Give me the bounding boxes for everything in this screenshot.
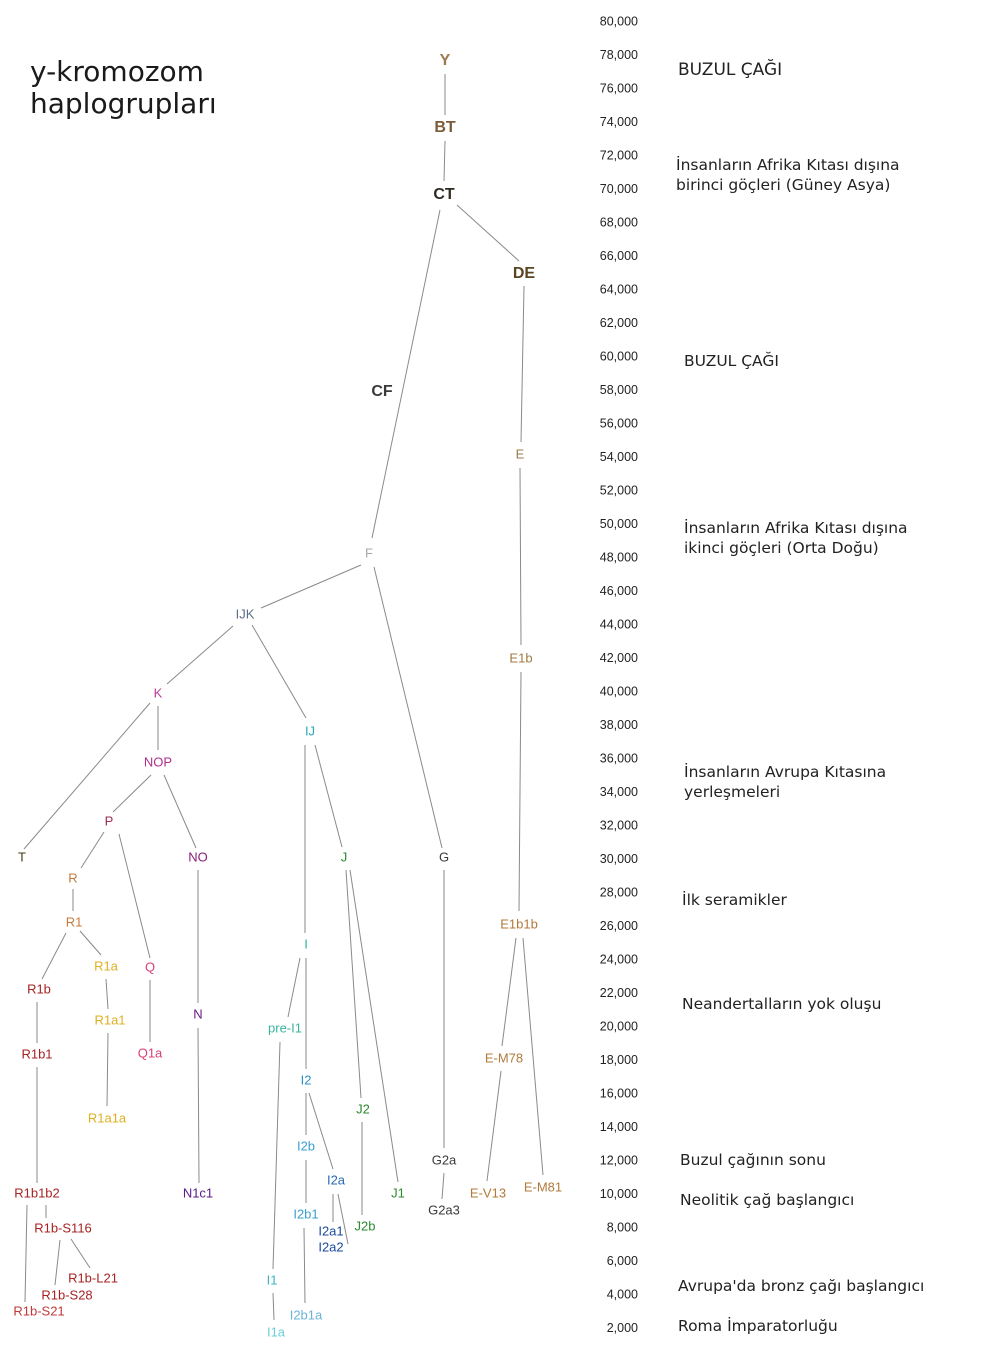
time-tick-label: 52,000 (599, 483, 638, 498)
time-tick-label: 40,000 (599, 684, 638, 699)
tree-edge (374, 567, 442, 848)
time-axis (600, 14, 638, 1335)
haplogroup-node-j2: J2 (356, 1101, 370, 1117)
haplogroup-node-j: J (340, 849, 348, 865)
tree-edge (25, 1205, 27, 1302)
tree-edge (372, 210, 440, 538)
haplogroup-node-k: K (153, 685, 163, 701)
haplogroup-node-ct: CT (433, 186, 455, 204)
event-neanderthal-extinction: Neandertalların yok oluşu (682, 995, 882, 1013)
tree-edge (309, 1093, 333, 1169)
haplogroup-node-t: T (18, 849, 26, 865)
event-europe-settlement: İnsanların Avrupa Kıtasına yerleşmeleri (684, 763, 887, 801)
time-tick-label: 30,000 (599, 851, 638, 866)
haplogroup-node-r1: R1 (65, 914, 83, 930)
time-tick-label: 34,000 (599, 784, 638, 799)
time-tick-label: 62,000 (599, 315, 638, 330)
time-tick-label: 32,000 (599, 818, 638, 833)
haplogroup-node-e-m81: E-M81 (523, 1179, 563, 1195)
haplogroup-node-j2b: J2b (354, 1218, 376, 1234)
haplogroup-node-de: DE (512, 265, 536, 283)
haplogroup-node-r1b-l21: R1b-L21 (68, 1270, 118, 1286)
haplogroup-node-r1a1a: R1a1a (87, 1110, 127, 1126)
haplogroup-node-g2a3: G2a3 (428, 1202, 460, 1218)
haplogroup-node-p: P (104, 813, 114, 829)
time-tick-label: 16,000 (599, 1086, 638, 1101)
haplogroup-node-r1b-s116: R1b-S116 (34, 1220, 92, 1236)
haplogroup-node-i2b1: I2b1 (293, 1206, 319, 1222)
haplogroup-node-n: N (193, 1006, 203, 1022)
time-tick-label: 38,000 (599, 717, 638, 732)
tree-edge (350, 870, 398, 1182)
tree-edge (523, 938, 543, 1175)
title-line-1: y-kromozom (30, 55, 204, 88)
tree-edge (288, 958, 300, 1017)
haplogroup-node-e-m78: E-M78 (484, 1050, 524, 1066)
event-ice-age-2: BUZUL ÇAĞI (684, 352, 779, 370)
haplogroup-node-i2a1: I2a1 (318, 1223, 344, 1239)
time-tick-label: 6,000 (606, 1253, 638, 1268)
event-bronze-age-start: Avrupa'da bronz çağı başlangıcı (678, 1277, 925, 1295)
tree-edge (107, 1033, 108, 1106)
tree-edge (167, 626, 233, 684)
tree-edge (198, 1028, 199, 1183)
tree-edge (24, 703, 150, 849)
haplogroup-node-i1a: I1a (266, 1324, 286, 1340)
time-tick-label: 44,000 (599, 617, 638, 632)
haplogroup-node-e-v13: E-V13 (469, 1185, 507, 1201)
time-tick-label: 58,000 (599, 382, 638, 397)
tree-edge (164, 775, 196, 848)
time-tick-label: 26,000 (599, 918, 638, 933)
haplogroup-node-y: Y (439, 52, 451, 70)
time-tick-label: 64,000 (599, 282, 638, 297)
time-tick-label: 24,000 (599, 952, 638, 967)
haplogroup-node-bt: BT (434, 119, 456, 137)
event-annotations (676, 58, 924, 1335)
time-tick-label: 42,000 (599, 650, 638, 665)
time-tick-label: 36,000 (599, 751, 638, 766)
tree-edge (273, 1293, 274, 1320)
haplogroup-node-r: R (68, 870, 78, 886)
tree-edge (346, 870, 361, 1098)
haplogroup-node-q: Q (144, 959, 156, 975)
haplogroup-node-r1b-s28: R1b-S28 (41, 1287, 93, 1303)
time-tick-label: 10,000 (599, 1186, 638, 1201)
haplogroup-node-e: E (515, 446, 525, 462)
tree-edge (71, 1239, 90, 1268)
haplogroup-node-g2a: G2a (431, 1152, 457, 1168)
time-tick-label: 66,000 (599, 248, 638, 263)
time-tick-label: 72,000 (599, 148, 638, 163)
haplogroup-node-r1b1: R1b1 (21, 1046, 53, 1062)
tree-edge (42, 933, 66, 979)
haplogroup-node-n1c1: N1c1 (182, 1185, 214, 1201)
event-ice-age-1: BUZUL ÇAĞI (678, 60, 783, 80)
time-tick-label: 70,000 (599, 181, 638, 196)
haplogroup-node-pre-i1: pre-I1 (268, 1020, 302, 1036)
tree-edge (113, 775, 151, 812)
tree-edge (252, 625, 306, 718)
time-tick-label: 46,000 (599, 583, 638, 598)
time-tick-label: 48,000 (599, 550, 638, 565)
time-tick-label: 80,000 (599, 14, 638, 29)
event-neolithic-start: Neolitik çağ başlangıcı (680, 1191, 855, 1209)
event-first-migration: İnsanların Afrika Kıtası dışına birinci göçleri (Güney Asya) (676, 156, 900, 194)
title-line-2: haplogrupları (30, 87, 217, 120)
tree-nodes (13, 52, 562, 1339)
time-tick-label: 8,000 (606, 1220, 638, 1235)
event-ice-age-end: Buzul çağının sonu (680, 1151, 826, 1169)
haplogroup-node-i2a: I2a (326, 1172, 346, 1188)
tree-edge (457, 205, 519, 261)
haplogroup-node-i2b1a: I2b1a (289, 1307, 323, 1323)
tree-edges (24, 74, 543, 1323)
event-second-migration: İnsanların Afrika Kıtası dışına ikinci göçleri (Orta Doğu) (684, 519, 908, 557)
time-tick-label: 74,000 (599, 114, 638, 129)
haplogroup-node-r1b: R1b (27, 981, 51, 997)
tree-edge (55, 1240, 60, 1285)
haplogroup-node-ijk: IJK (235, 606, 255, 622)
time-tick-label: 68,000 (599, 215, 638, 230)
haplogroup-node-i2: I2 (300, 1072, 312, 1088)
haplogroup-node-ij: IJ (304, 723, 316, 739)
time-tick-label: 60,000 (599, 349, 638, 364)
tree-edge (119, 834, 150, 958)
haplogroup-node-no: NO (188, 849, 208, 865)
time-tick-label: 12,000 (599, 1153, 638, 1168)
time-tick-label: 54,000 (599, 449, 638, 464)
tree-edge (81, 832, 104, 868)
time-tick-label: 28,000 (599, 885, 638, 900)
time-tick-label: 4,000 (606, 1287, 638, 1302)
tree-edge (519, 672, 521, 911)
event-first-ceramics: İlk seramikler (682, 891, 787, 909)
haplogroup-node-i1: I1 (266, 1272, 278, 1288)
time-tick-label: 22,000 (599, 985, 638, 1000)
tree-edge (273, 1042, 280, 1269)
haplogroup-node-j1: J1 (391, 1185, 405, 1201)
time-tick-label: 20,000 (599, 1019, 638, 1034)
event-roman-empire: Roma İmparatorluğu (678, 1317, 838, 1335)
tree-edge (502, 938, 516, 1046)
haplogroup-node-nop: NOP (143, 754, 173, 770)
haplogroup-node-i2a2: I2a2 (318, 1239, 344, 1255)
haplogroup-node-q1a: Q1a (137, 1045, 163, 1061)
tree-edge (520, 468, 521, 645)
time-tick-label: 18,000 (599, 1052, 638, 1067)
tree-edge (80, 931, 101, 955)
tree-edge (315, 745, 342, 847)
tree-edge (261, 565, 361, 608)
haplogroup-node-r1a1: R1a1 (94, 1012, 126, 1028)
time-tick-label: 50,000 (599, 516, 638, 531)
haplogroup-node-r1b1b2: R1b1b2 (14, 1185, 60, 1201)
haplogroup-node-e1b: E1b (509, 650, 533, 666)
tree-edge (106, 979, 108, 1009)
tree-edge (487, 1071, 501, 1181)
tree-edge (444, 141, 445, 181)
haplogroup-node-cf: CF (371, 383, 393, 401)
time-tick-label: 2,000 (606, 1320, 638, 1335)
tree-edge (442, 1173, 444, 1199)
haplogroup-node-e1b1b: E1b1b (500, 916, 538, 932)
haplogroup-node-i2b: I2b (296, 1138, 316, 1154)
time-tick-label: 76,000 (599, 81, 638, 96)
time-tick-label: 56,000 (599, 416, 638, 431)
haplogroup-node-f: F (365, 545, 373, 561)
time-tick-label: 14,000 (599, 1119, 638, 1134)
time-tick-label: 78,000 (599, 47, 638, 62)
tree-edge (304, 1228, 305, 1303)
tree-edge (521, 286, 524, 442)
haplogroup-node-i: I (304, 936, 308, 952)
haplogroup-node-r1b-s21: R1b-S21 (13, 1303, 65, 1319)
haplogroup-node-r1a: R1a (94, 958, 118, 974)
haplogroup-node-g: G (438, 849, 450, 865)
